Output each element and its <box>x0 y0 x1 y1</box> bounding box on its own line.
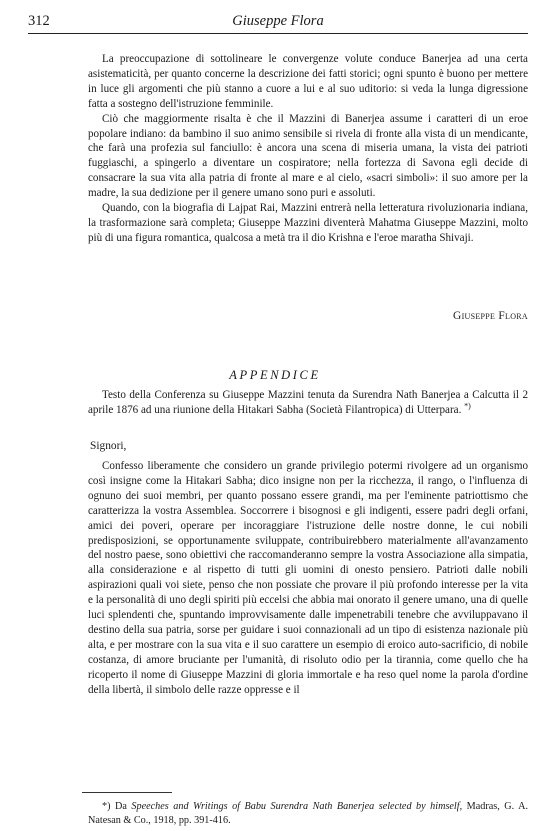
speech-paragraph: Confesso liberamente che considero un grande privilegio potermi rivolgere ad un organismo così insigne come la Hitakari Sabha; dico insigne non per la ricchezza, il rango, o l'influenza di ognuno dei suoi membri, per quanto possano essere grandi, ma per l'eminente patriottismo che caratterizza la vostra Assemblea. Soccorrere i bisognosi e gli indigenti, essere padri degli orfani, amici dei poveri, operare per incoraggiare l'istruzione delle nostre donne, le cui nobili predisposizioni, se opportunamente sviluppate, contribuirebbero materialmente all'avanzamento del nostro paese, sono obiettivi che raccomanderanno sempre la vostra Associazione alla simpatia, alla considerazione e al rispetto di tutti gli uomini di onesto pensiero. Patrioti dalle nobili aspirazioni quali voi siete, penso che non possiate che provare il più profondo interesse per la vita e la personalità di uno degli spiriti più eccelsi che abbia mai onorato il genere umano, una di quelle luci splendenti che, spuntando improvvisamente dalle impenetrabili tenebre che avviluppavano il destino della sua patria, sorse per guidare i suoi connazionali ad un tipo di esistenza nazionale più alta, e per mostrare con la sua vita e il suo carattere un esempio di eroico auto-sacrificio, di nobile costanza, di amore bruciante per l'umanità, di risoluto odio per la tirannia, come quello che ha ricoperto il nome di Giuseppe Mazzini di gloria immortale e ha reso quel nome la parola d'ordine della libertà, il simbolo delle razze oppresse e il <box>88 460 528 696</box>
essay-paragraph: Quando, con la biografia di Lajpat Rai, Mazzini entrerà nella letteratura rivoluzionaria indiana, la trasformazione sarà completa; Giuseppe Mazzini diventerà Mahatma Giuseppe Mazzini, molto più di una figura romantica, qualcosa a metà tra il dio Krishna e l'eroe maratha Shivaji. <box>88 202 528 244</box>
appendix-intro-paragraph <box>88 388 528 418</box>
appendix-title: APPENDICE <box>229 368 321 382</box>
footnote-marker: *) <box>102 801 111 812</box>
author-signature: Giuseppe Flora <box>453 310 528 322</box>
header-rule <box>28 33 528 34</box>
footnote-rule <box>82 792 172 793</box>
footnote-source-title: Speeches and Writings of Babu Surendra Nath Banerjea selected by himself, <box>131 801 463 812</box>
essay-paragraph: Ciò che maggiormente risalta è che il Mazzini di Banerjea assume i caratteri di un eroe popolare indiano: da bambino il suo animo sensibile si rivela di fronte alla vista di un mendicante, che farà una profezia sul fanciullo: è ancora una scena di miseria umana, la vista dei patrioti fuggiaschi, a spingerlo a diventare un cospiratore; nella fortezza di Savona egli decide di consacrare la sua vita alla patria di fronte al mare e al cielo, «sacri simboli»: il suo amore per la madre, la sua dedizione per il genere umano sono puri e assoluti. <box>88 112 528 200</box>
salutation: Signori, <box>90 440 127 452</box>
footnote-reference: *) <box>464 401 471 411</box>
footnote <box>88 800 528 828</box>
footnote-paragraph <box>88 800 528 828</box>
running-title: Giuseppe Flora <box>232 13 324 29</box>
speech-body <box>88 459 528 698</box>
footnote-publication: Madras, G. A. Natesan & Co., 1918, pp. 391-416. <box>88 801 529 826</box>
essay-paragraph: La preoccupazione di sottolineare le convergenze volute conduce Banerjea ad una certa asistematicità, per quanto concerne la descrizione dei fatti storici; ogni spunto è buono per mettere in luce gli argomenti che più stanno a cuore a lui e al suo uditorio: si veda la lunga digressione fatta a sostegno dell'istruzione femminile. <box>88 53 528 110</box>
page-header <box>28 13 528 33</box>
page-number: 312 <box>28 13 50 29</box>
essay-conclusion <box>88 52 528 246</box>
appendix-intro-text: Testo della Conferenza su Giuseppe Mazzini tenuta da Surendra Nath Banerjea a Calcutta il 2 aprile 1876 ad una riunione della Hitakari Sabha (Società Filantropica) di Utterpara. <box>88 389 528 416</box>
appendix-intro <box>88 388 528 418</box>
footnote-prefix: Da <box>115 801 127 812</box>
